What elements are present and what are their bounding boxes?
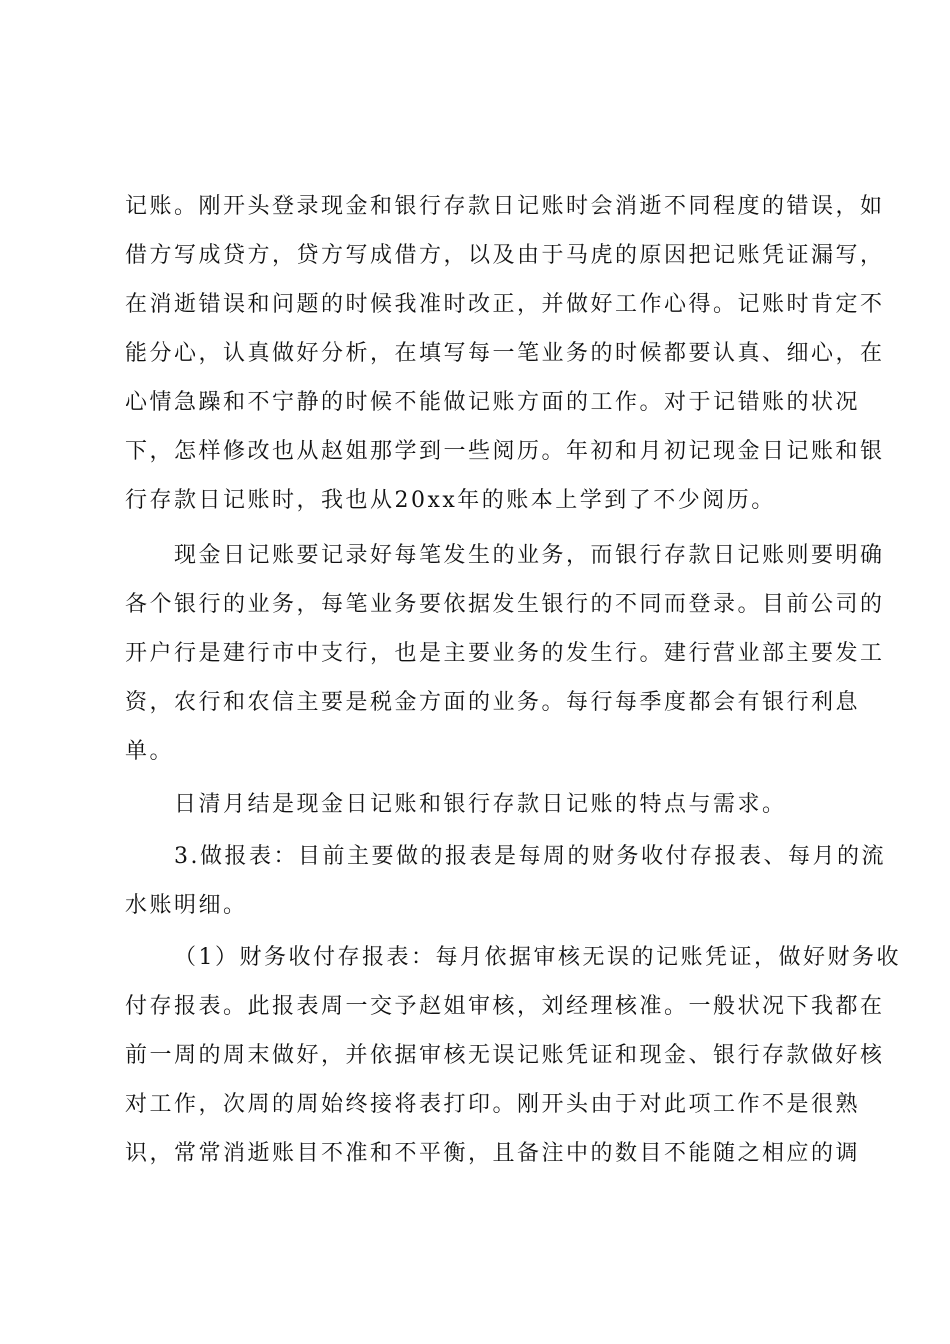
text-line: 付存报表。此报表周一交予赵姐审核，刘经理核准。一般状况下我都在	[125, 994, 885, 1019]
text-line: 日清月结是现金日记账和银行存款日记账的特点与需求。	[174, 792, 787, 817]
text-line: 开户行是建行市中支行，也是主要业务的发生行。建行营业部主要发工	[125, 641, 885, 666]
text-line: （1）财务收付存报表：每月依据审核无误的记账凭证，做好财务收	[174, 945, 901, 970]
text-line: 资，农行和农信主要是税金方面的业务。每行每季度都会有银行利息	[125, 690, 861, 715]
text-line: 单。	[125, 739, 175, 764]
text-line: 能分心，认真做好分析，在填写每一笔业务的时候都要认真、细心，在	[125, 341, 885, 366]
text-line: 各个银行的业务，每笔业务要依据发生银行的不同而登录。目前公司的	[125, 592, 885, 617]
text-line: 行存款日记账时，我也从20xx年的账本上学到了不少阅历。	[125, 488, 776, 513]
text-line: 对工作，次周的周始终接将表打印。刚开头由于对此项工作不是很熟	[125, 1092, 861, 1117]
text-line: 记账。刚开头登录现金和银行存款日记账时会消逝不同程度的错误，如	[125, 194, 885, 219]
text-line: 前一周的周末做好，并依据审核无误记账凭证和现金、银行存款做好核	[125, 1043, 885, 1068]
text-line: 识，常常消逝账目不准和不平衡，且备注中的数目不能随之相应的调	[125, 1141, 861, 1166]
text-line: 心情急躁和不宁静的时候不能做记账方面的工作。对于记错账的状况	[125, 390, 861, 415]
text-line: 3.做报表：目前主要做的报表是每周的财务收付存报表、每月的流	[174, 844, 886, 869]
text-line: 下，怎样修改也从赵姐那学到一些阅历。年初和月初记现金日记账和银	[125, 439, 885, 464]
text-line: 借方写成贷方，贷方写成借方，以及由于马虎的原因把记账凭证漏写，	[125, 243, 885, 268]
text-line: 现金日记账要记录好每笔发生的业务，而银行存款日记账则要明确	[174, 543, 885, 568]
text-line: 在消逝错误和问题的时候我准时改正，并做好工作心得。记账时肯定不	[125, 292, 885, 317]
text-line: 水账明细。	[125, 893, 248, 918]
